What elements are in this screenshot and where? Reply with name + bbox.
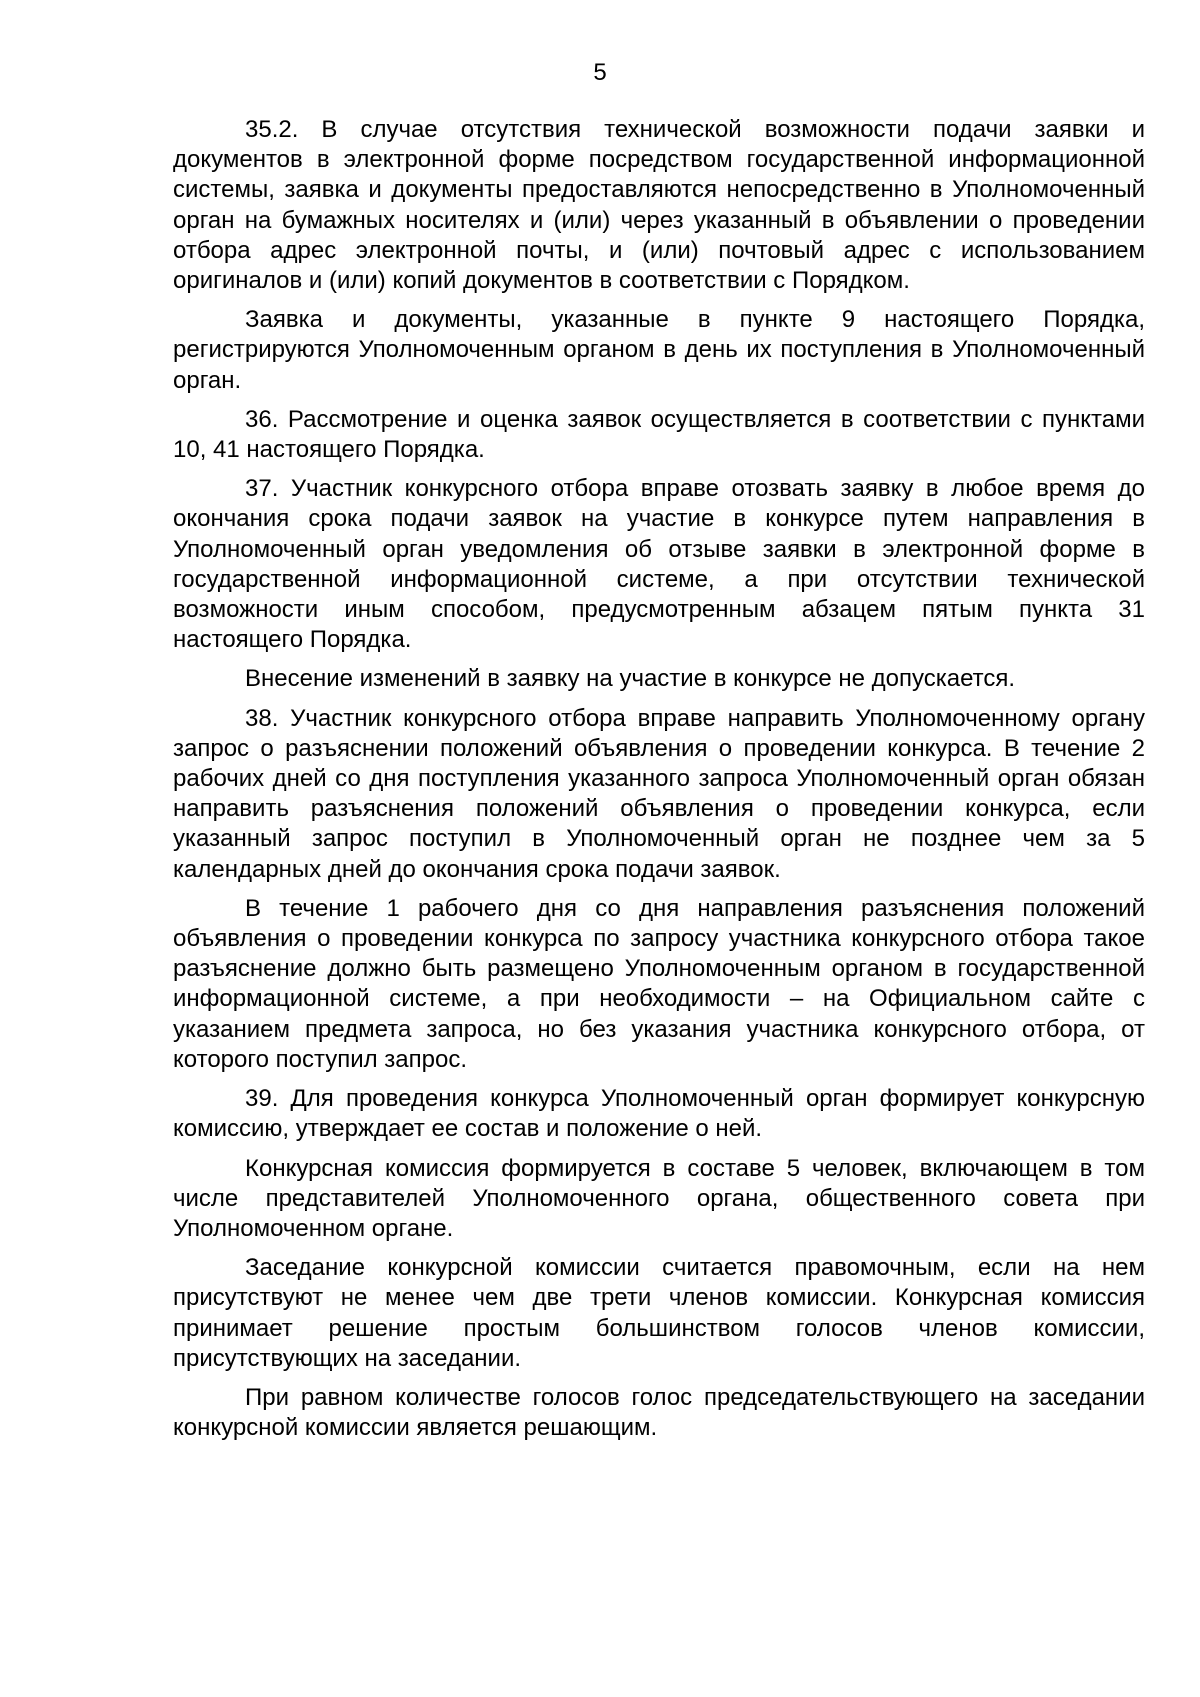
paragraph-36: 36. Рассмотрение и оценка заявок осуществляется в соответствии с пунктами 10, 41 настоящего Порядка. [173, 405, 1145, 464]
paragraph-37-no-changes: Внесение изменений в заявку на участие в конкурсе не допускается. [245, 665, 1016, 693]
document-body [173, 115, 1145, 1452]
paragraph-38: 38. Участник конкурсного отбора вправе направить Уполномоченному органу запрос о разъяснении положений объявления о проведении конкурса. В течение 2 рабочих дней со дня поступления указанного запроса Уполномоченный орган обязан направить разъяснения положений объявления о проведении конкурса, если указанный запрос поступил в Уполномоченный орган не позднее чем за 5 календарных дней до окончания срока подачи заявок. [173, 704, 1145, 883]
page-number: 5 [593, 59, 607, 86]
paragraph-38-publication: В течение 1 рабочего дня со дня направления разъяснения положений объявления о проведении конкурса по запросу участника конкурсного отбора такое разъяснение должно быть размещено Уполномоченным органом в государственной информационной системе, а при необходимости – на Официальном сайте с указанием предмета запроса, но без указания участника конкурсного отбора, от которого поступил запрос. [173, 894, 1145, 1073]
paragraph-39-quorum: Заседание конкурсной комиссии считается правомочным, если на нем присутствуют не менее чем две трети членов комиссии. Конкурсная комиссия принимает решение простым большинством голосов членов комиссии, присутствующих на заседании. [173, 1254, 1145, 1372]
paragraph-37: 37. Участник конкурсного отбора вправе отозвать заявку в любое время до окончания срока подачи заявок на участие в конкурсе путем направления в Уполномоченный орган уведомления об отзыве заявки в электронной форме в государственной информационной системе, а при отсутствии технической возможности иным способом, предусмотренным абзацем пятым пункта 31 настоящего Порядка. [173, 475, 1145, 654]
paragraph-39: 39. Для проведения конкурса Уполномоченный орган формирует конкурсную комиссию, утверждает ее состав и положение о ней. [173, 1085, 1145, 1143]
paragraph-39-tie-vote: При равном количестве голосов голос председательствующего на заседании конкурсной комиссии является решающим. [173, 1383, 1145, 1442]
paragraph-35-2: 35.2. В случае отсутствия технической возможности подачи заявки и документов в электронной форме посредством государственной информационной системы, заявка и документы предоставляются непосредственно в Уполномоченный орган на бумажных носителях и (или) через указанный в объявлении о проведении отбора адрес электронной почты, и (или) почтовый адрес с использованием оригиналов и (или) копий документов в соответствии с Порядком. [173, 116, 1145, 295]
paragraph-35-2-registration: Заявка и документы, указанные в пункте 9 настоящего Порядка, регистрируются Уполномоченным органом в день их поступления в Уполномоченный орган. [173, 306, 1145, 394]
paragraph-39-composition: Конкурсная комиссия формируется в составе 5 человек, включающем в том числе представителей Уполномоченного органа, общественного совета при Уполномоченном органе. [173, 1154, 1145, 1242]
